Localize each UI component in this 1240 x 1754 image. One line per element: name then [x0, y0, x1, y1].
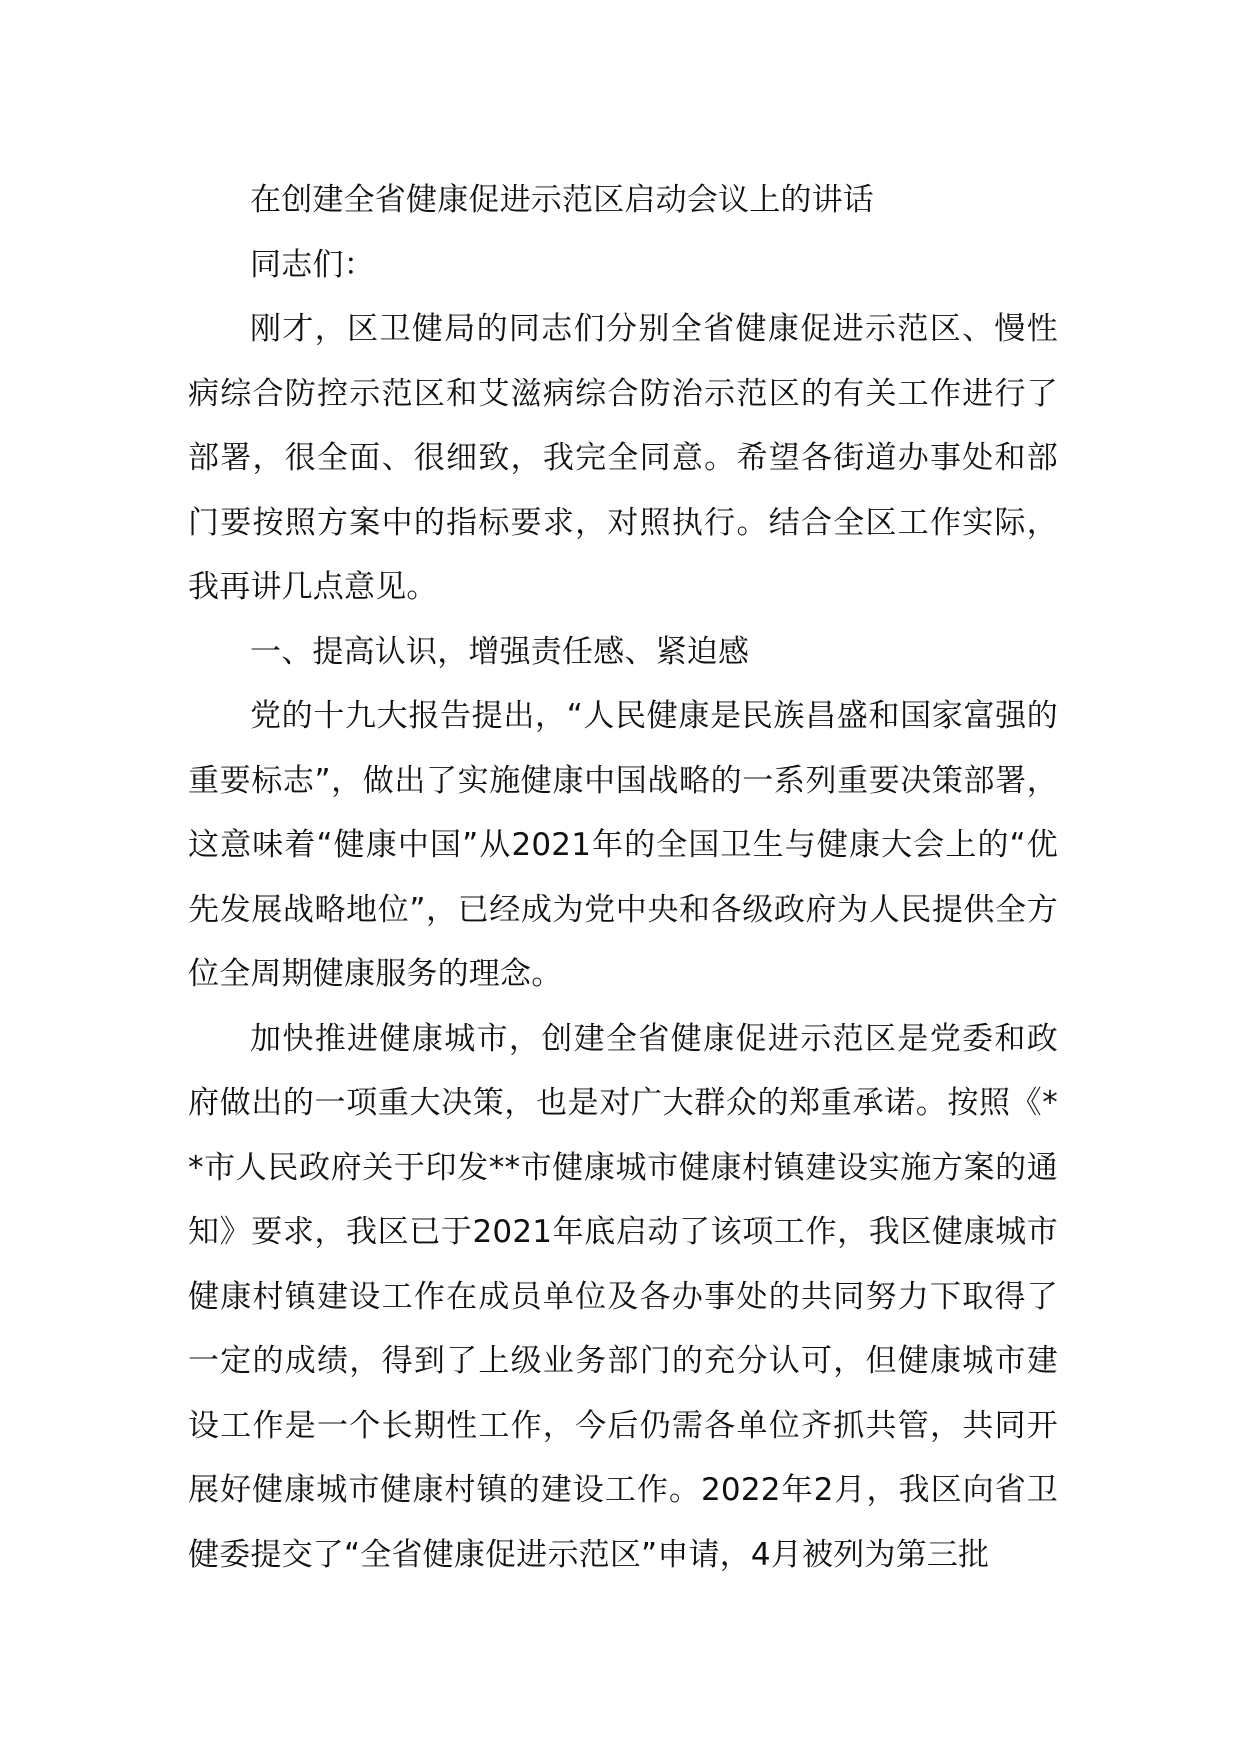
document-body: [188, 168, 1058, 1587]
paragraph-healthy-china: 党的十九大报告提出，“人民健康是民族昌盛和国家富强的重要标志”，做出了实施健康中国战略的一系列重要决策部署，这意味着“健康中国”从2021年的全国卫生与健康大会上的“优先发展战略地位”，已经成为党中央和各级政府为人民提供全方位全周期健康服务的理念。: [188, 698, 1058, 992]
speech-title: 在创建全省健康促进示范区启动会议上的讲话: [250, 182, 874, 218]
salutation: 同志们：: [250, 246, 375, 283]
paragraph-healthy-city: 加快推进健康城市，创建全省健康促进示范区是党委和政府做出的一项重大决策，也是对广大群众的郑重承诺。按照《**市人民政府关于印发**市健康城市健康村镇建设实施方案的通知》要求，我区已于2021年底启动了该项工作，我区健康城市健康村镇建设工作在成员单位及各办事处的共同努力下取得了一定的成绩，得到了上级业务部门的充分认可，但健康城市建设工作是一个长期性工作，今后仍需各单位齐抓共管，共同开展好健康城市健康村镇的建设工作。2022年2月，我区向省卫健委提交了“全省健康促进示范区”申请，4月被列为第三批: [188, 1020, 1058, 1573]
paragraph-opening: 刚才，区卫健局的同志们分别全省健康促进示范区、慢性病综合防控示范区和艾滋病综合防治示范区的有关工作进行了部署，很全面、很细致，我完全同意。希望各街道办事处和部门要按照方案中的指标要求，对照执行。结合全区工作实际，我再讲几点意见。: [188, 311, 1058, 605]
section-heading-1: 一、提高认识，增强责任感、紧迫感: [250, 633, 750, 670]
